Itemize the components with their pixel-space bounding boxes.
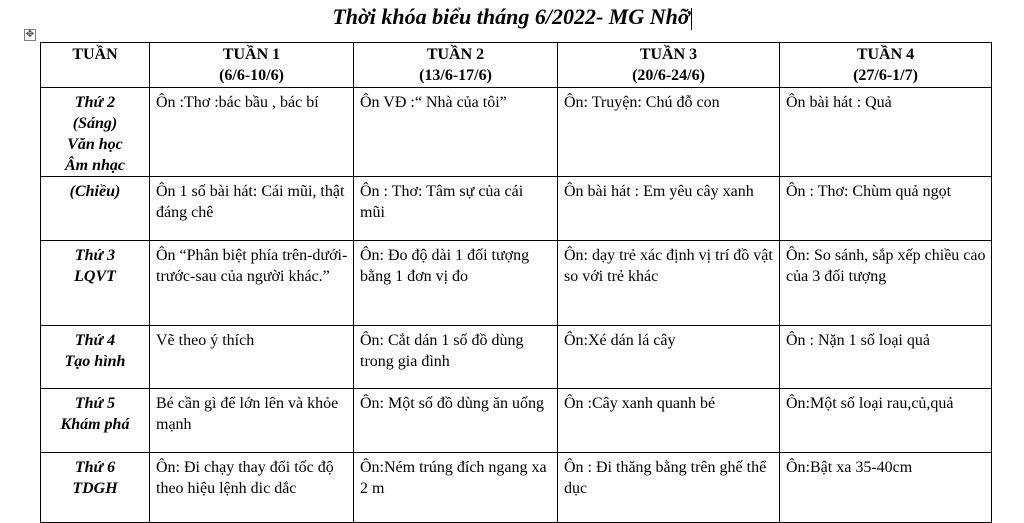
table-row — [41, 241, 992, 326]
text-cursor — [691, 8, 692, 30]
table-cell: Ôn: Một số đồ dùng ăn uống — [354, 389, 558, 453]
week-name: TUẦN 1 — [222, 46, 281, 63]
header-row — [41, 43, 992, 88]
table-cell: Ôn: dạy trẻ xác định vị trí đồ vật so với trẻ khác — [558, 241, 780, 326]
table-cell: Ôn: Cắt dán 1 số đồ dùng trong gia đình — [354, 326, 558, 389]
row-label: (Chiều) — [41, 177, 150, 241]
table-cell: Ôn bài hát : Em yêu cây xanh — [558, 177, 780, 241]
table-cell: Ôn :Thơ :bác bầu , bác bí — [150, 88, 354, 177]
page-margin-line — [991, 42, 992, 514]
schedule-table — [40, 42, 992, 523]
header-week-1 — [150, 43, 354, 88]
week-range: (13/6-17/6) — [419, 67, 492, 84]
row-label: Thứ 6 TDGH — [41, 453, 150, 523]
header-week-label: TUẦN — [41, 43, 150, 88]
table-cell: Ôn : Đi thăng bằng trên ghế thể dục — [558, 453, 780, 523]
week-range: (20/6-24/6) — [632, 67, 705, 84]
table-cell: Ôn : Thơ: Tâm sự của cái mũi — [354, 177, 558, 241]
table-move-handle-icon[interactable]: ✥ — [25, 29, 35, 40]
table-cell: Ôn:Một số loại rau,củ,quả — [780, 389, 992, 453]
table-row — [41, 177, 992, 241]
week-name: TUẦN 4 — [856, 46, 915, 63]
table-cell: Ôn:Xé dán lá cây — [558, 326, 780, 389]
table-row — [41, 88, 992, 177]
row-label: Thứ 5 Khám phá — [41, 389, 150, 453]
row-label: Thứ 3 LQVT — [41, 241, 150, 326]
table-cell: Vẽ theo ý thích — [150, 326, 354, 389]
table-cell: Ôn VĐ :“ Nhà của tôi” — [354, 88, 558, 177]
table-row — [41, 453, 992, 523]
table-cell: Bé cần gì để lớn lên và khỏe mạnh — [150, 389, 354, 453]
table-cell: Ôn: Đi chạy thay đổi tốc độ theo hiệu lệnh dic dắc — [150, 453, 354, 523]
row-label: Thứ 2 (Sáng) Văn học Âm nhạc — [41, 88, 150, 177]
row-label: Thứ 4 Tạo hình — [41, 326, 150, 389]
week-name: TUẦN 2 — [426, 46, 485, 63]
table-cell: Ôn: Đo độ dài 1 đối tượng bằng 1 đơn vị đo — [354, 241, 558, 326]
header-week-3 — [558, 43, 780, 88]
table-cell: Ôn : Nặn 1 số loại quả — [780, 326, 992, 389]
title-text: Thời khóa biểu tháng 6/2022- MG Nhỡ — [332, 4, 690, 29]
document-title — [0, 2, 1024, 32]
table-cell: Ôn:Ném trúng đích ngang xa 2 m — [354, 453, 558, 523]
week-name: TUẦN 3 — [639, 46, 698, 63]
table-cell: Ôn bài hát : Quả — [780, 88, 992, 177]
table-row — [41, 389, 992, 453]
table-cell: Ôn:Bật xa 35-40cm — [780, 453, 992, 523]
header-week-4 — [780, 43, 992, 88]
table-cell: Ôn “Phân biệt phía trên-dưới-trước-sau của người khác.” — [150, 241, 354, 326]
table-cell: Ôn : Thơ: Chùm quả ngọt — [780, 177, 992, 241]
week-range: (6/6-10/6) — [219, 67, 284, 84]
table-cell: Ôn 1 số bài hát: Cái mũi, thật đáng chê — [150, 177, 354, 241]
table-cell: Ôn :Cây xanh quanh bé — [558, 389, 780, 453]
table-cell: Ôn: So sánh, sắp xếp chiều cao của 3 đối tượng — [780, 241, 992, 326]
header-week-2 — [354, 43, 558, 88]
week-range: (27/6-1/7) — [853, 67, 918, 84]
table-cell: Ôn: Truyện: Chú đỗ con — [558, 88, 780, 177]
table-row — [41, 326, 992, 389]
